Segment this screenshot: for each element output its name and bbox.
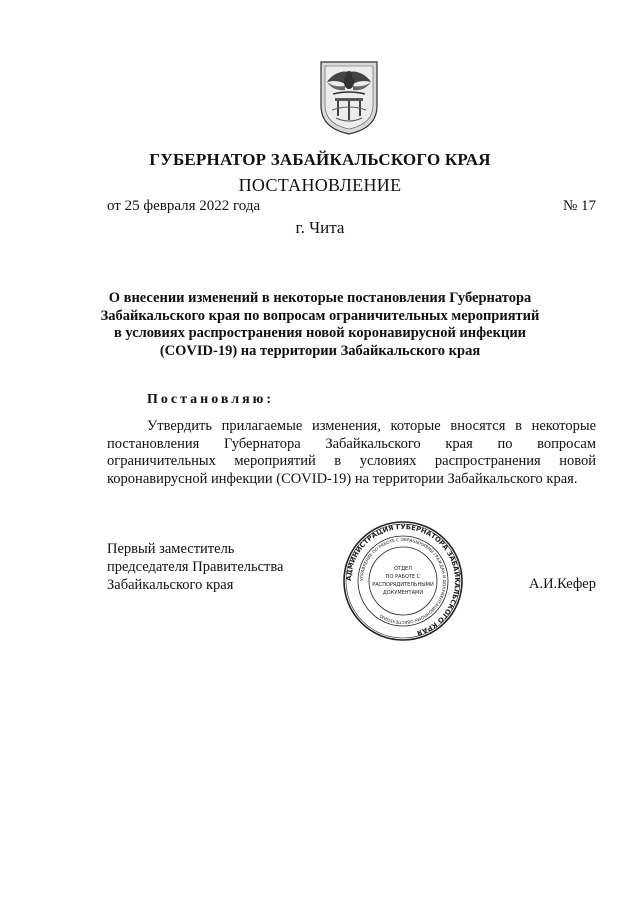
signatory-role-line: председателя Правительства bbox=[107, 559, 284, 575]
signatory-role-line: Первый заместитель bbox=[107, 541, 235, 557]
subject-line: (COVID-19) на территории Забайкальского края bbox=[159, 342, 481, 359]
doc-number: № 17 bbox=[562, 198, 596, 214]
stamp-center-line: ОТДЕЛ bbox=[394, 566, 412, 572]
decree-word: Постановляю: bbox=[147, 392, 275, 407]
stamp-center-line: ПО РАБОТЕ С bbox=[385, 574, 421, 580]
stamp-outer-text: АДМИНИСТРАЦИЯ ГУБЕРНАТОРА ЗАБАЙКАЛЬСКОГО КРАЯ bbox=[344, 522, 462, 637]
doc-subject bbox=[100, 290, 540, 360]
coat-of-arms-icon bbox=[318, 60, 380, 136]
official-stamp bbox=[342, 520, 464, 642]
subject-line: Забайкальского края по вопросам ограничительных мероприятий bbox=[100, 307, 540, 324]
stamp-center-line: РАСПОРЯДИТЕЛЬНЫМИ bbox=[372, 582, 434, 588]
signatory-role bbox=[107, 540, 283, 594]
doc-date: от 25 февраля 2022 года bbox=[107, 198, 261, 214]
org-title: ГУБЕРНАТОР ЗАБАЙКАЛЬСКОГО КРАЯ bbox=[149, 150, 491, 169]
subject-line: в условиях распространения новой коронавирусной инфекции bbox=[113, 325, 527, 341]
doc-city: г. Чита bbox=[295, 218, 345, 237]
doc-type: ПОСТАНОВЛЕНИЕ bbox=[238, 175, 402, 195]
signatory-name: А.И.Кефер bbox=[528, 576, 596, 592]
subject-line: О внесении изменений в некоторые постановления Губернатора bbox=[108, 290, 532, 306]
stamp-inner-text: УПРАВЛЕНИЕ ПО РАБОТЕ С ОБРАЩЕНИЯМИ ГРАЖДАН И ДОКУМЕНТАЦИОННОМУ ОБЕСПЕЧЕНИЮ bbox=[358, 536, 448, 626]
signatory-role-line: Забайкальского края bbox=[107, 577, 234, 593]
body-paragraph: Утвердить прилагаемые изменения, которые вносятся в некоторые постановления Губернатора Забайкальского края по вопросам ограничительных мероприятий в условиях распространения новой коронавирусной инфекции (COVID-19) на территории Забайкальского края. bbox=[107, 418, 596, 487]
stamp-center-line: ДОКУМЕНТАМИ bbox=[382, 590, 424, 596]
